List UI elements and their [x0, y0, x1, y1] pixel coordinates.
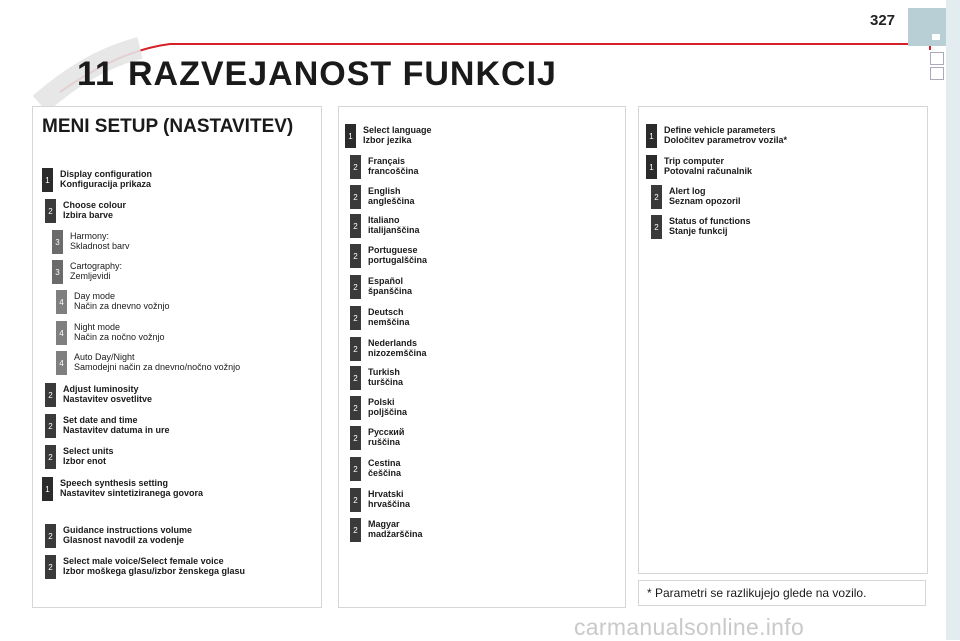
- menu-item-label-en: Choose colour: [63, 200, 127, 210]
- level-badge: 1: [42, 477, 53, 501]
- menu-item: [350, 275, 412, 299]
- checkbox-icon: [930, 52, 944, 65]
- level-badge: 2: [350, 337, 361, 361]
- menu-item: [350, 366, 403, 390]
- menu-item: [646, 155, 752, 179]
- menu-item-label-sl: nemščina: [368, 317, 410, 327]
- menu-item-label-en: Deutsch: [368, 307, 404, 317]
- menu-item-text: [63, 524, 192, 545]
- menu-item-text: [368, 396, 407, 417]
- menu-item-label-sl: portugalščina: [368, 255, 428, 265]
- menu-item-label-en: Auto Day/Night: [74, 352, 135, 362]
- menu-item: [646, 124, 787, 148]
- menu-item-label-en: Polski: [368, 397, 395, 407]
- menu-item-label-sl: nizozemščina: [368, 348, 427, 358]
- menu-item: [350, 396, 407, 420]
- menu-item-text: [664, 124, 787, 145]
- menu-item-label-en: Display configuration: [60, 169, 153, 179]
- menu-item-text: [70, 260, 122, 281]
- level-badge: 2: [350, 488, 361, 512]
- menu-item: [45, 445, 114, 469]
- menu-item-text: [368, 337, 427, 358]
- menu-item-label-sl: Potovalni računalnik: [664, 166, 753, 176]
- menu-item-text: [664, 155, 752, 176]
- footnote: * Parametri se razlikujejo glede na vozilo.: [638, 580, 926, 606]
- menu-item: [56, 351, 240, 375]
- menu-item-label-en: Status of functions: [669, 216, 751, 226]
- menu-item-label-en: Guidance instructions volume: [63, 525, 193, 535]
- level-badge: 2: [350, 518, 361, 542]
- menu-item-label-sl: ruščina: [368, 437, 401, 447]
- menu-item-label-sl: Način za nočno vožnjo: [74, 332, 165, 342]
- menu-item-text: [368, 275, 412, 296]
- menu-item-label-sl: Nastavitev datuma in ure: [63, 425, 170, 435]
- level-badge: 2: [651, 215, 662, 239]
- level-badge: 2: [350, 457, 361, 481]
- menu-item-label-en: Set date and time: [63, 415, 138, 425]
- menu-item: [45, 524, 192, 548]
- menu-item-label-sl: španščina: [368, 286, 413, 296]
- level-badge: 2: [45, 445, 56, 469]
- menu-item-text: [368, 244, 427, 265]
- menu-item-label-en: Speech synthesis setting: [60, 478, 169, 488]
- menu-item-text: [63, 199, 126, 220]
- level-badge: 2: [45, 199, 56, 223]
- menu-item-text: [368, 488, 410, 509]
- menu-item-label-en: Turkish: [368, 367, 400, 377]
- menu-item-label-sl: Izbira barve: [63, 210, 114, 220]
- menu-item-label-sl: hrvaščina: [368, 499, 411, 509]
- menu-item: [45, 555, 245, 579]
- menu-item-label-sl: angleščina: [368, 196, 415, 206]
- menu-item-label-sl: Seznam opozoril: [669, 196, 741, 206]
- menu-item-label-sl: Izbor enot: [63, 456, 106, 466]
- checkbox-icon: [930, 67, 944, 80]
- menu-item-label-sl: madžarščina: [368, 529, 423, 539]
- menu-item-label-en: Trip computer: [664, 156, 725, 166]
- menu-item-label-en: Español: [368, 276, 404, 286]
- menu-item-text: [368, 426, 404, 447]
- menu-item-text: [74, 321, 165, 342]
- menu-item-label-en: Alert log: [669, 186, 706, 196]
- menu-item-label-en: Select language: [363, 125, 432, 135]
- level-badge: 2: [651, 185, 662, 209]
- menu-item-label-en: Nederlands: [368, 338, 418, 348]
- menu-item-label-en: Night mode: [74, 322, 121, 332]
- menu-item: [350, 488, 410, 512]
- menu-item: [651, 185, 741, 209]
- menu-item-label-en: Cartography:: [70, 261, 123, 271]
- menu-item-text: [74, 290, 170, 311]
- menu-item-text: [669, 215, 751, 236]
- menu-item-text: [70, 230, 130, 251]
- side-strip: [946, 0, 960, 640]
- menu-item: [350, 518, 423, 542]
- menu-item-label-en: Magyar: [368, 519, 400, 529]
- level-badge: 2: [350, 366, 361, 390]
- menu-item-text: [368, 155, 419, 176]
- menu-item-label-sl: Skladnost barv: [70, 241, 130, 251]
- watermark: carmanualsonline.info: [574, 614, 805, 640]
- level-badge: 1: [646, 155, 657, 179]
- menu-item-label-en: Select male voice/Select female voice: [63, 556, 224, 566]
- level-badge: 1: [42, 168, 53, 192]
- level-badge: 1: [646, 124, 657, 148]
- menu-item: [42, 168, 152, 192]
- menu-title: MENI SETUP (NASTAVITEV): [42, 116, 294, 137]
- menu-item: [350, 155, 419, 179]
- menu-item: [350, 426, 404, 450]
- level-badge: 2: [45, 414, 56, 438]
- level-badge: 2: [45, 555, 56, 579]
- menu-item-label-en: Русский: [368, 427, 405, 437]
- menu-item: [52, 230, 130, 254]
- menu-item: [45, 199, 126, 223]
- menu-item-text: [74, 351, 240, 372]
- menu-item-text: [63, 555, 245, 576]
- chapter-title: RAZVEJANOST FUNKCIJ: [128, 55, 557, 93]
- page-tab: [908, 8, 946, 46]
- menu-item-label-en: Select units: [63, 446, 114, 456]
- menu-item-label-sl: italijanščina: [368, 225, 420, 235]
- menu-item: [345, 124, 432, 148]
- level-badge: 2: [350, 155, 361, 179]
- level-badge: 2: [350, 214, 361, 238]
- menu-item-text: [60, 477, 203, 498]
- level-badge: 2: [350, 426, 361, 450]
- menu-item: [350, 337, 427, 361]
- menu-item-label-en: Harmony:: [70, 231, 110, 241]
- chapter-number: 11: [77, 55, 115, 93]
- menu-item-text: [368, 366, 403, 387]
- level-badge: 4: [56, 351, 67, 375]
- menu-item-label-sl: Glasnost navodil za vodenje: [63, 535, 185, 545]
- menu-item-label-sl: Samodejni način za dnevno/nočno vožnjo: [74, 362, 241, 372]
- menu-item-label-sl: poljščina: [368, 407, 408, 417]
- level-badge: 2: [45, 524, 56, 548]
- menu-item-text: [368, 214, 420, 235]
- level-badge: 2: [350, 244, 361, 268]
- menu-item-label-en: Français: [368, 156, 406, 166]
- menu-item-label-sl: Način za dnevno vožnjo: [74, 301, 170, 311]
- menu-item-label-en: Portuguese: [368, 245, 418, 255]
- page-number: 327: [870, 12, 896, 29]
- menu-item-label-sl: francoščina: [368, 166, 419, 176]
- menu-item: [350, 214, 420, 238]
- menu-item-label-sl: Nastavitev sintetiziranega govora: [60, 488, 204, 498]
- level-badge: 2: [350, 306, 361, 330]
- menu-item: [651, 215, 751, 239]
- menu-item-label-en: English: [368, 186, 401, 196]
- menu-item-label-sl: Določitev parametrov vozila*: [664, 135, 788, 145]
- level-badge: 4: [56, 290, 67, 314]
- level-badge: 2: [350, 396, 361, 420]
- menu-item: [45, 383, 152, 407]
- menu-item-label-en: Cestina: [368, 458, 401, 468]
- level-badge: 1: [345, 124, 356, 148]
- menu-item-label-sl: Stanje funkcij: [669, 226, 728, 236]
- menu-item-text: [363, 124, 432, 145]
- menu-item-label-en: Define vehicle parameters: [664, 125, 776, 135]
- menu-item: [350, 244, 427, 268]
- menu-item: [45, 414, 170, 438]
- menu-item-text: [60, 168, 152, 189]
- level-badge: 2: [45, 383, 56, 407]
- menu-item: [350, 457, 401, 481]
- menu-item-text: [63, 445, 114, 466]
- menu-item-label-sl: Nastavitev osvetlitve: [63, 394, 153, 404]
- menu-item: [42, 477, 203, 501]
- menu-item-label-sl: Izbor moškega glasu/izbor ženskega glasu: [63, 566, 246, 576]
- menu-item-label-en: Day mode: [74, 291, 116, 301]
- menu-item-text: [368, 306, 410, 327]
- menu-item-label-sl: Zemljevidi: [70, 271, 111, 281]
- menu-item-text: [669, 185, 741, 206]
- menu-item-label-en: Italiano: [368, 215, 400, 225]
- level-badge: 2: [350, 185, 361, 209]
- menu-item: [350, 306, 410, 330]
- level-badge: 3: [52, 230, 63, 254]
- menu-item-label-en: Adjust luminosity: [63, 384, 139, 394]
- menu-item-label-sl: turščina: [368, 377, 404, 387]
- menu-item: [56, 290, 170, 314]
- menu-item-text: [368, 457, 401, 478]
- menu-item: [52, 260, 122, 284]
- level-badge: 4: [56, 321, 67, 345]
- menu-item: [350, 185, 415, 209]
- menu-item: [56, 321, 165, 345]
- menu-item-text: [63, 414, 170, 435]
- menu-item-label-sl: Konfiguracija prikaza: [60, 179, 152, 189]
- level-badge: 2: [350, 275, 361, 299]
- menu-item-text: [368, 185, 415, 206]
- menu-item-label-en: Hrvatski: [368, 489, 404, 499]
- menu-item-label-sl: Izbor jezika: [363, 135, 412, 145]
- menu-item-text: [368, 518, 423, 539]
- level-badge: 3: [52, 260, 63, 284]
- menu-item-label-sl: češčina: [368, 468, 402, 478]
- menu-item-text: [63, 383, 152, 404]
